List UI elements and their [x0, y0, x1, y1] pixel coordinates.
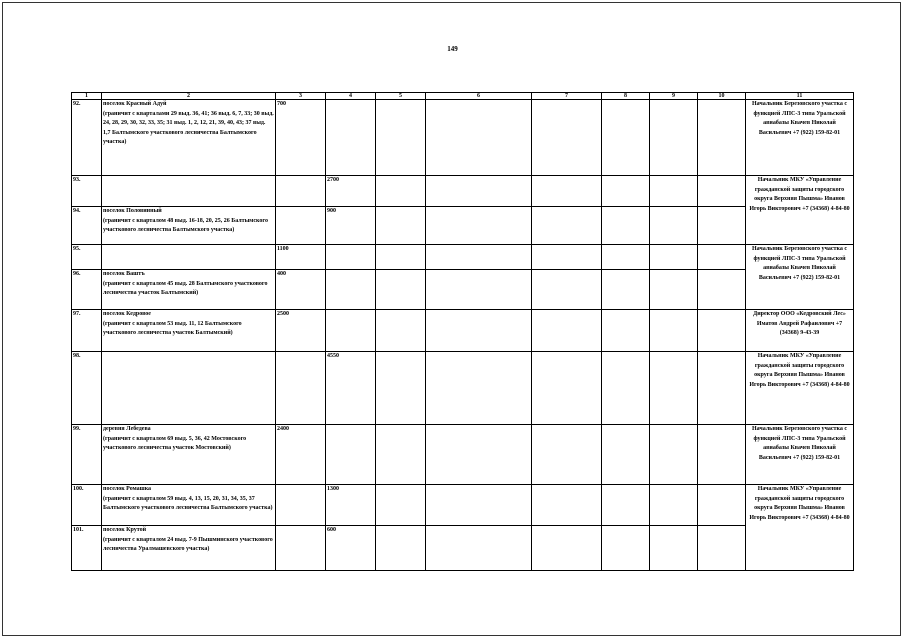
locality-name: деревня Лебедева: [103, 426, 151, 432]
locality-description: (граничит с кварталом 48 выд. 16-18, 20, 25, 26 Балтымского участкового лесничества Балтымского участка): [103, 217, 268, 234]
empty-cell: [426, 352, 532, 425]
contact-cell: Начальник Березовского участка с функцией ЛПС-3 типа Уральской авиабазы Квачев Николай Васильевич +7 (922) 159-82-01: [746, 245, 854, 310]
empty-cell: [426, 310, 532, 352]
empty-cell: [532, 352, 602, 425]
distance-cell: 2700: [326, 176, 376, 207]
empty-cell: [698, 245, 746, 270]
locality-cell: [102, 485, 276, 526]
empty-cell: [532, 100, 602, 176]
empty-cell: [532, 270, 602, 310]
distance-cell: [326, 270, 376, 310]
distance-cell: [326, 310, 376, 352]
empty-cell: [602, 485, 650, 526]
empty-cell: [532, 425, 602, 485]
page-number: 149: [447, 45, 458, 53]
empty-cell: [426, 207, 532, 245]
distance-cell: [326, 100, 376, 176]
empty-cell: [650, 485, 698, 526]
contact-cell: Начальник Березовского участка с функцией ЛПС-3 типа Уральской авиабазы Квачев Николай Васильевич +7 (922) 159-82-01: [746, 425, 854, 485]
locality-cell: [102, 310, 276, 352]
distance-cell: [326, 425, 376, 485]
locality-description: (граничит с кварталом 45 выд. 28 Балтымского участкового лесничества участок Балтымский): [103, 280, 268, 297]
empty-cell: [698, 100, 746, 176]
header-cell: 6: [426, 93, 532, 100]
locality-cell: [102, 100, 276, 176]
empty-cell: [532, 176, 602, 207]
empty-cell: [698, 310, 746, 352]
contact-cell: Начальник Березовского участка с функцией ЛПС-3 типа Уральской авиабазы Квачев Николай Васильевич +7 (922) 159-82-01: [746, 100, 854, 176]
table-row: [72, 100, 854, 176]
empty-cell: [532, 485, 602, 526]
table-row: [72, 207, 854, 245]
empty-cell: [602, 176, 650, 207]
empty-cell: [426, 100, 532, 176]
empty-cell: [698, 485, 746, 526]
empty-cell: [602, 270, 650, 310]
empty-cell: [376, 245, 426, 270]
distance-cell: 4550: [326, 352, 376, 425]
empty-cell: [376, 485, 426, 526]
header-cell: 8: [602, 93, 650, 100]
empty-cell: [698, 207, 746, 245]
empty-cell: [376, 310, 426, 352]
empty-cell: [376, 100, 426, 176]
locality-cell: [102, 270, 276, 310]
table-row: [72, 310, 854, 352]
locality-cell: [102, 352, 276, 425]
empty-cell: [650, 207, 698, 245]
empty-cell: [426, 425, 532, 485]
row-number: 97.: [72, 310, 102, 352]
locality-cell: [102, 207, 276, 245]
header-cell: 5: [376, 93, 426, 100]
locality-name: поселок Красный Адуй: [103, 101, 167, 107]
empty-cell: [376, 526, 426, 571]
table-row: [72, 176, 854, 207]
table-row: [72, 352, 854, 425]
locality-cell: [102, 526, 276, 571]
empty-cell: [376, 352, 426, 425]
empty-cell: [532, 526, 602, 571]
empty-cell: [426, 245, 532, 270]
locality-description: (граничит с кварталом 24 выд. 7-9 Пышминского участкового лесничества Уралмашевского участка): [103, 536, 273, 553]
row-number: 94.: [72, 207, 102, 245]
empty-cell: [650, 310, 698, 352]
contact-cell: Директор ООО «Кедровский Лес» Иматов Андрей Рафаилович +7 (34368) 9-43-39: [746, 310, 854, 352]
empty-cell: [650, 352, 698, 425]
header-row: [72, 93, 854, 100]
empty-cell: [376, 270, 426, 310]
locality-description: (граничит с кварталом 69 выд. 5, 36, 42 Мостовского участкового лесничества участок Мостовский): [103, 435, 247, 452]
distance-cell: 1300: [326, 485, 376, 526]
locality-name: поселок Половинный: [103, 208, 162, 214]
distance-cell: 600: [326, 526, 376, 571]
empty-cell: [376, 425, 426, 485]
locality-name: поселок Крутой: [103, 527, 147, 533]
empty-cell: [376, 207, 426, 245]
row-number: 93.: [72, 176, 102, 207]
empty-cell: [650, 526, 698, 571]
header-cell: 3: [276, 93, 326, 100]
table-row: [72, 270, 854, 310]
row-number: 95.: [72, 245, 102, 270]
empty-cell: [376, 176, 426, 207]
empty-cell: [426, 270, 532, 310]
distance-cell: 900: [326, 207, 376, 245]
empty-cell: [532, 245, 602, 270]
locality-name: поселок Ваштъ: [103, 271, 145, 277]
header-cell: 9: [650, 93, 698, 100]
locality-name: поселок Ромашка: [103, 486, 152, 492]
empty-cell: [602, 100, 650, 176]
distance-cell: 2500: [276, 310, 326, 352]
locality-cell: [102, 425, 276, 485]
distance-cell: [276, 176, 326, 207]
distance-cell: [276, 352, 326, 425]
contact-cell: Начальник МКУ «Управление гражданской защиты городского округа Верхняя Пышма» Иванов Игорь Викторович +7 (34368) 4-84-80: [746, 352, 854, 425]
empty-cell: [602, 425, 650, 485]
distance-cell: 2400: [276, 425, 326, 485]
row-number: 101.: [72, 526, 102, 571]
header-cell: 4: [326, 93, 376, 100]
table-row: [72, 485, 854, 526]
contact-cell: Начальник МКУ «Управление гражданской защиты городского округа Верхняя Пышма» Иванов Игорь Викторович +7 (34368) 4-84-80: [746, 176, 854, 245]
distance-cell: [276, 485, 326, 526]
empty-cell: [698, 176, 746, 207]
header-cell: 1: [72, 93, 102, 100]
table-row: [72, 526, 854, 571]
locality-cell: [102, 176, 276, 207]
empty-cell: [532, 310, 602, 352]
empty-cell: [650, 425, 698, 485]
header-cell: 2: [102, 93, 276, 100]
empty-cell: [698, 526, 746, 571]
distance-cell: 700: [276, 100, 326, 176]
row-number: 99.: [72, 425, 102, 485]
locality-description: (граничит с кварталом 53 выд. 11, 12 Балтымского участкового лесничества участок Балтымский): [103, 320, 242, 337]
empty-cell: [532, 207, 602, 245]
distance-cell: 1100: [276, 245, 326, 270]
empty-cell: [602, 526, 650, 571]
distance-cell: [276, 526, 326, 571]
contact-cell: Начальник МКУ «Управление гражданской защиты городского округа Верхняя Пышма» Иванов Игорь Викторович +7 (34368) 4-84-80: [746, 485, 854, 571]
row-number: 92.: [72, 100, 102, 176]
data-table: [71, 92, 854, 571]
empty-cell: [650, 270, 698, 310]
distance-cell: [326, 245, 376, 270]
empty-cell: [426, 526, 532, 571]
empty-cell: [650, 100, 698, 176]
table-row: [72, 425, 854, 485]
row-number: 98.: [72, 352, 102, 425]
locality-description: (граничит с кварталами 29 выд. 36, 41; 36 выд. 6, 7, 33; 30 выд. 24, 28, 29, 30, 32, 33, 35; 31 выд. 1, 2, 12, 21, 39, 40, 43; 37 выд. 1,7 Балтымского участкового лесничества Балтымского участка): [103, 110, 274, 146]
header-cell: 11: [746, 93, 854, 100]
empty-cell: [426, 485, 532, 526]
locality-name: поселок Кедровое: [103, 311, 151, 317]
empty-cell: [698, 425, 746, 485]
row-number: 100.: [72, 485, 102, 526]
header-cell: 7: [532, 93, 602, 100]
distance-cell: [276, 207, 326, 245]
header-cell: 10: [698, 93, 746, 100]
empty-cell: [602, 352, 650, 425]
empty-cell: [602, 310, 650, 352]
empty-cell: [602, 245, 650, 270]
empty-cell: [698, 270, 746, 310]
empty-cell: [426, 176, 532, 207]
empty-cell: [698, 352, 746, 425]
empty-cell: [602, 207, 650, 245]
empty-cell: [650, 245, 698, 270]
empty-cell: [650, 176, 698, 207]
table-row: [72, 245, 854, 270]
row-number: 96.: [72, 270, 102, 310]
locality-description: (граничит с кварталом 59 выд. 4, 13, 15, 20, 31, 34, 35, 37 Балтымского участкового лесничества Балтымского участка): [103, 495, 273, 512]
locality-cell: [102, 245, 276, 270]
distance-cell: 400: [276, 270, 326, 310]
